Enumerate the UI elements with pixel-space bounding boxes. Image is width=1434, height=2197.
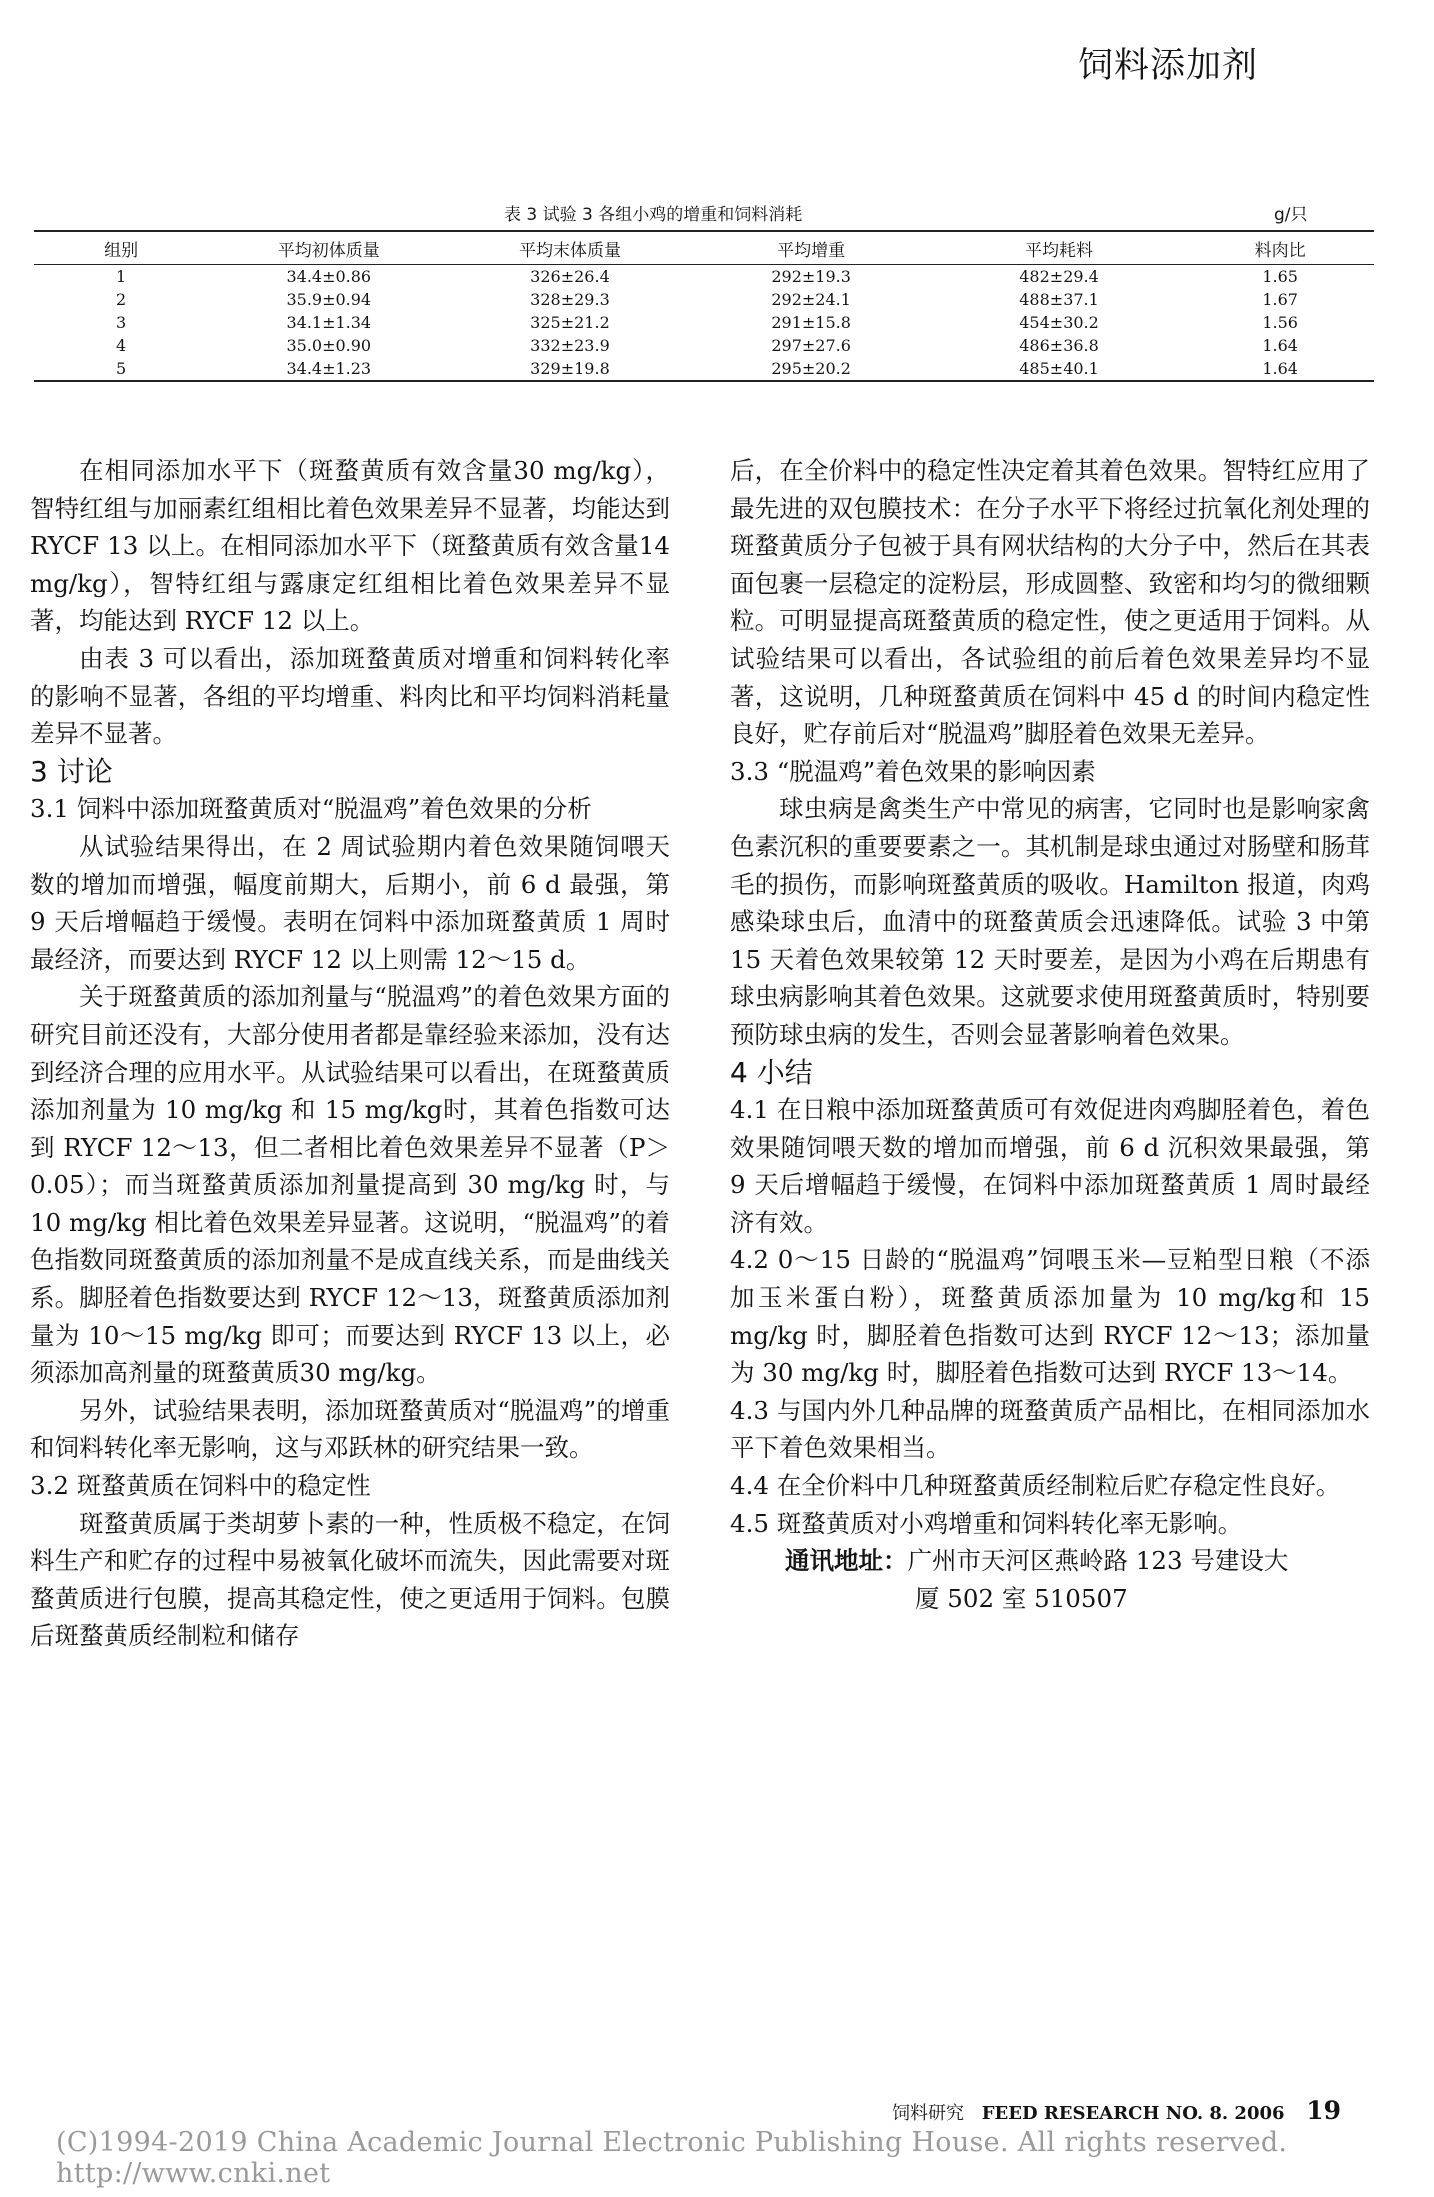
table-cell: 292±24.1 <box>771 290 851 309</box>
table-cell: 1.56 <box>1262 313 1298 332</box>
section-heading: 4 小结 <box>730 1055 813 1089</box>
journal-name-cn: 饲料研究 <box>892 2103 964 2124</box>
table-cell: 1.67 <box>1262 290 1298 309</box>
table-cell: 1.64 <box>1262 336 1298 355</box>
table-cell: 1.64 <box>1186 357 1374 381</box>
table-3 <box>34 196 1374 382</box>
page-footer <box>892 2096 1341 2125</box>
table-cell: 292±19.3 <box>771 267 851 286</box>
table-cell: 332±23.9 <box>530 336 610 355</box>
body-paragraph: 斑蝥黄质属于类胡萝卜素的一种，性质极不稳定，在饲料生产和贮存的过程中易被氧化破坏而流失，因此需要对斑蝥黄质进行包膜，提高其稳定性，使之更适用于饲料。包膜后斑蝥黄质经制粒和储存 <box>30 1508 670 1651</box>
body-paragraph: 4.2 0～15 日龄的“脱温鸡”饲喂玉米—豆粕型日粮（不添加玉米蛋白粉），斑蝥黄质添加量为 10 mg/kg和 15 mg/kg 时，脚胫着色指数可达到 RYCF 12～13；添加量为 30 mg/kg 时，脚胫着色指数可达到 RYCF 13～14。 <box>730 1245 1370 1388</box>
column-header: 料肉比 <box>1186 231 1374 265</box>
body-paragraph: 4.4 在全价料中几种斑蝥黄质经制粒后贮存稳定性良好。 <box>730 1471 1341 1501</box>
table-row <box>34 311 1374 334</box>
table-cell: 35.0±0.90 <box>286 336 372 355</box>
body-paragraph: 另外，试验结果表明，添加斑蝥黄质对“脱温鸡”的增重和饲料转化率无影响，这与邓跃林的研究结果一致。 <box>30 1395 670 1463</box>
body-paragraph: 由表 3 可以看出，添加斑蝥黄质对增重和饲料转化率的影响不显著，各组的平均增重、料肉比和平均饲料消耗量差异不显著。 <box>30 643 670 749</box>
body-paragraph: 4.5 斑蝥黄质对小鸡增重和饲料转化率无影响。 <box>730 1508 1243 1538</box>
table-cell: 482±29.4 <box>1019 267 1099 286</box>
page-number: 19 <box>1306 2096 1342 2125</box>
copyright-watermark: (C)1994-2019 China Academic Journal Electronic Publishing House. All rights reserved. http://www.cnki.net <box>56 2127 1288 2189</box>
contact-line-1: 广州市天河区燕岭路 123 号建设大 <box>907 1546 1289 1576</box>
table-row <box>34 357 1374 381</box>
column-header: 平均初体质量 <box>208 231 449 265</box>
table-cell: 326±26.4 <box>530 267 610 286</box>
table-row <box>34 334 1374 357</box>
table-header-row <box>34 231 1374 265</box>
table-cell: 297±27.6 <box>771 336 851 355</box>
section-heading: 3 讨论 <box>30 754 113 788</box>
column-header: 平均耗料 <box>932 231 1187 265</box>
table-unit: g/只 <box>1274 205 1308 225</box>
left-text-column <box>30 452 670 1655</box>
table-cell: 485±40.1 <box>932 357 1187 381</box>
contact-label: 通讯地址： <box>785 1546 908 1576</box>
data-table <box>34 230 1374 382</box>
table-caption: 表 3 试验 3 各组小鸡的增重和饲料消耗 <box>504 205 803 225</box>
subsection-heading: 3.3 “脱温鸡”着色效果的影响因素 <box>730 756 1096 786</box>
subsection-heading: 3.2 斑蝥黄质在饲料中的稳定性 <box>30 1471 371 1501</box>
table-cell: 486±36.8 <box>1019 336 1099 355</box>
body-paragraph: 4.1 在日粮中添加斑蝥黄质可有效促进肉鸡脚胫着色，着色效果随饲喂天数的增加而增强，前 6 d 沉积效果最强，第 9 天后增幅趋于缓慢，在饲料中添加斑蝥黄质 1 周时最经济有效。 <box>730 1095 1370 1237</box>
contact-line-2: 厦 502 室 510507 <box>915 1583 1128 1613</box>
column-header: 平均末体质量 <box>449 231 690 265</box>
subsection-heading: 3.1 饲料中添加斑蝥黄质对“脱温鸡”着色效果的分析 <box>30 794 592 824</box>
table-cell: 35.9±0.94 <box>286 290 372 309</box>
journal-name-en: FEED RESEARCH NO. 8. 2006 <box>981 2103 1285 2124</box>
table-cell: 1.65 <box>1262 267 1298 286</box>
body-paragraph: 从试验结果得出，在 2 周试验期内着色效果随饲喂天数的增加而增强，幅度前期大，后期小，前 6 d 最强，第 9 天后增幅趋于缓慢。表明在饲料中添加斑蝥黄质 1 周时最经济，而要达到 RYCF 12 以上则需 12～15 d。 <box>30 831 670 974</box>
running-header-title: 饲料添加剂 <box>1078 46 1259 86</box>
body-paragraph: 后，在全价料中的稳定性决定着其着色效果。智特红应用了最先进的双包膜技术：在分子水平下将经过抗氧化剂处理的斑蝥黄质分子包被于具有网状结构的大分子中，然后在其表面包裹一层稳定的淀粉层，形成圆整、致密和均匀的微细颗粒。可明显提高斑蝥黄质的稳定性，使之更适用于饲料。从试验结果可以看出，各试验组的前后着色效果差异均不显著，这说明，几种斑蝥黄质在饲料中 45 d 的时间内稳定性良好，贮存前后对“脱温鸡”脚胫着色效果无差异。 <box>730 456 1370 749</box>
body-paragraph: 球虫病是禽类生产中常见的病害，它同时也是影响家禽色素沉积的重要要素之一。其机制是球虫通过对肠壁和肠茸毛的损伤，而影响斑蝥黄质的吸收。Hamilton 报道，肉鸡感染球虫后，血清中的斑蝥黄质会迅速降低。试验 3 中第 15 天着色效果较第 12 天时要差，是因为小鸡在后期患有球虫病影响其着色效果。这就要求使用斑蝥黄质时，特别要预防球虫病的发生，否则会显著影响着色效果。 <box>730 794 1370 1049</box>
table-cell: 1 <box>116 267 127 286</box>
table-row <box>34 288 1374 311</box>
column-header: 组别 <box>34 231 208 265</box>
table-cell: 325±21.2 <box>530 313 610 332</box>
table-cell: 488±37.1 <box>1019 290 1099 309</box>
column-header: 平均增重 <box>691 231 932 265</box>
table-cell: 291±15.8 <box>771 313 851 332</box>
table-cell: 295±20.2 <box>691 357 932 381</box>
body-paragraph: 在相同添加水平下（斑蝥黄质有效含量30 mg/kg），智特红组与加丽素红组相比着色效果差异不显著，均能达到 RYCF 13 以上。在相同添加水平下（斑蝥黄质有效含量14 mg/kg），智特红组与露康定红组相比着色效果差异不显著，均能达到 RYCF 12 以上。 <box>30 456 670 636</box>
table-cell: 34.4±0.86 <box>286 267 372 286</box>
body-paragraph: 关于斑蝥黄质的添加剂量与“脱温鸡”的着色效果方面的研究目前还没有，大部分使用者都是靠经验来添加，没有达到经济合理的应用水平。从试验结果可以看出，在斑蝥黄质添加剂量为 10 mg/kg 和 15 mg/kg时，其着色指数可达到 RYCF 12～13，但二者相比着色效果差异不显著（P＞0.05）；而当斑蝥黄质添加剂量提高到 30 mg/kg 时，与 10 mg/kg 相比着色效果差异显著。这说明，“脱温鸡”的着色指数同斑蝥黄质的添加剂量不是成直线关系，而是曲线关系。脚胫着色指数要达到 RYCF 12～13，斑蝥黄质添加剂量为 10～15 mg/kg 即可；而要达到 RYCF 13 以上，必须添加高剂量的斑蝥黄质30 mg/kg。 <box>30 982 670 1388</box>
table-caption-row <box>34 196 1374 230</box>
right-text-column <box>730 452 1370 1617</box>
table-cell: 5 <box>34 357 208 381</box>
table-cell: 454±30.2 <box>1019 313 1099 332</box>
table-cell: 328±29.3 <box>530 290 610 309</box>
table-cell: 34.4±1.23 <box>208 357 449 381</box>
contact-address <box>730 1542 1370 1580</box>
table-cell: 2 <box>116 290 127 309</box>
table-row <box>34 265 1374 289</box>
body-paragraph: 4.3 与国内外几种品牌的斑蝥黄质产品相比，在相同添加水平下着色效果相当。 <box>730 1395 1370 1463</box>
table-cell: 34.1±1.34 <box>286 313 372 332</box>
table-cell: 3 <box>116 313 127 332</box>
table-cell: 4 <box>116 336 127 355</box>
table-cell: 329±19.8 <box>449 357 690 381</box>
